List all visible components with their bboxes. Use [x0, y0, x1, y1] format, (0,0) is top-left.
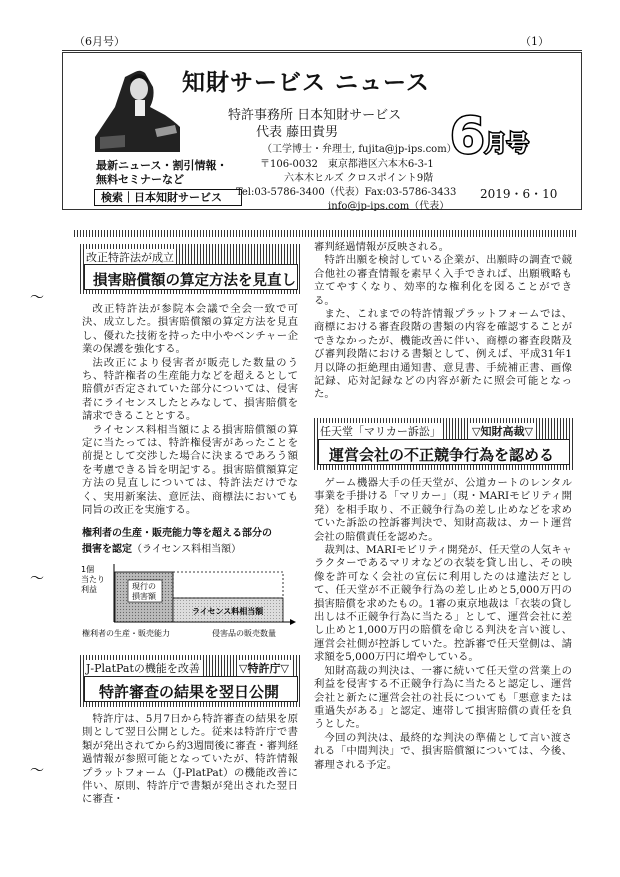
diagram-title-line1: 権利者の生産・販売能力等を超える部分の: [82, 528, 272, 539]
section-divider: [74, 230, 576, 237]
license-fee-label: ライセンス料相当額: [192, 607, 264, 616]
x-axis-arrow: [290, 619, 296, 625]
issue-label: （6月号）: [74, 35, 125, 48]
diagram-title-note: （ライセンス料相当額）: [132, 544, 242, 555]
firm-name: 特許事務所 日本知財サービス: [228, 108, 402, 123]
newsletter-title: 知財サービス ニュース: [182, 70, 430, 96]
margin-mark: 〜: [30, 571, 44, 587]
excess-area-outline: [173, 572, 283, 598]
margin-mark: 〜: [30, 290, 44, 306]
article2-headline-box: [84, 676, 298, 702]
article3-kicker: 任天堂「マリカー訴訟」: [320, 425, 441, 438]
current-damages-label-2: 損害額: [132, 592, 156, 601]
email-address: info@jp-ips.com（代表）: [328, 201, 450, 212]
article1-body: [82, 303, 298, 518]
page-number: （1）: [520, 35, 549, 48]
issue-date: 2019・6・10: [480, 187, 558, 201]
paragraph: 裁判は、MARIモビリティ開発が、任天堂の人気キャラクターであるマリオなどの衣装を貸し出し、その映像を許可なく会社の宣伝に利用したのは違法だとして、任天堂が不正競争行為の差し止めと5,000万円の損害賠償を求めたもの。1審の東京地裁は「衣装の貸し出しは不正競争行為に当たる」として、運営会社に差し止めと1,000万円の賠償を命じる判決を言い渡し、運営会社側が控訴していた。控訴審で任天堂側は、請求額を5,000万円に増やしている。: [314, 544, 572, 664]
paragraph: 今回の判決は、最終的な判決の準備として言い渡される「中間判決」で、損害賠償額については、今後、審理される予定。: [314, 731, 572, 771]
tel-fax: Tel:03-5786-3400（代表）Fax:03-5786-3433: [236, 187, 457, 198]
paragraph: 審判経過情報が反映される。: [314, 241, 450, 253]
credentials: （工学博士・弁理士, fujita@jp-ips.com）: [262, 144, 457, 155]
article3-source: ▽知財高裁▽: [472, 425, 533, 438]
building-address: 六本木ヒルズ クロスポイント9階: [284, 173, 434, 184]
article1-kicker: 改正特許法が成立: [86, 251, 174, 264]
article3-body: [314, 477, 572, 772]
news-promo-line2: 無料セミナーなど: [96, 173, 184, 186]
article2-body: [82, 713, 298, 807]
paragraph: また、これまでの特許情報プラットフォームでは、商標における審査段階の書類の内容を確認することができなかったが、機能改善に伴い、商標の審査段階及び審判段階における書類として、例えば、平成31年1月以降の拒絶理由通知書、意見書、手続補正書、画像記録、応対記録などの内容が新たに照会可能となった。: [314, 308, 572, 401]
diagram-title-line2: [82, 540, 241, 555]
paragraph: 特許出願を検討している企業が、出願時の調査で競合他社の審査情報を素早く入手できれば、出願戦略も立てやすくなり、効率的な権利化を図ることができる。: [314, 254, 572, 307]
article1-headline: 損害賠償額の算定方法を見直し: [93, 272, 296, 289]
article3-headline: 運営会社の不正競争行為を認める: [329, 446, 555, 464]
paragraph: ゲーム機器大手の任天堂が、公道カートのレンタル事業を手掛ける「マリカー」（現・MARIモビリティ開発）を相手取り、不正競争行為の差し止めなどを求めていた訴訟の控訴審判決で、知財高裁は、カート運営会社の賠償責任を認めた。: [314, 477, 572, 543]
representative-name: 代表 藤田貴男: [256, 125, 339, 140]
search-box: 検索｜日本知財サービス: [94, 189, 242, 206]
damages-diagram: [80, 560, 300, 640]
article2-headline: 特許審査の結果を翌日公開: [99, 683, 280, 701]
article3-headline-box: [318, 439, 570, 465]
y-label-3: 利益: [81, 585, 97, 594]
paragraph: 知財高裁の判決は、一審に続いて任天堂の営業上の利益を侵害する不正競争行為に当たると認定し、運営会社と新たに運営会社の社長についても「悪意または重過失がある」と認定、連帯して損害賠償の責任を負うとした。: [314, 664, 572, 731]
article2-source: ▽特許庁▽: [239, 662, 289, 675]
month-badge-text: 6月号: [450, 107, 529, 165]
portrait-photo: [95, 67, 180, 152]
margin-mark: 〜: [30, 763, 44, 779]
top-rule: [62, 50, 582, 51]
y-label-2: 当たり: [81, 575, 105, 584]
current-damages-label-1: 現行の: [132, 582, 156, 591]
paragraph: 特許庁は、5月7日から特許審査の結果を原則として翌日公開とした。従来は特許庁で書類が発出されてから約3週間後に審査・審判経過情報が参照可能となっていたが、特許情報プラットフォーム（J-PlatPat）の機能改善に伴い、原則、特許庁で書類が発出された翌日に審査・: [82, 713, 298, 806]
diagram-title-main: 損害を認定: [82, 544, 132, 555]
article2-continuation: [314, 241, 572, 402]
x-label-sales: 侵害品の販売数量: [212, 629, 276, 638]
paragraph: 改正特許法が参院本会議で全会一致で可決、成立した。損害賠償額の算定方法を見直し、優れた技術を持った中小やベンチャー企業の保護を強化する。: [82, 303, 298, 356]
month-badge: [448, 99, 529, 169]
news-promo-line1: 最新ニュース・割引情報・: [96, 159, 228, 172]
paragraph: 法改正により侵害者が販売した数量のうち、特許権者の生産能力などを超えるとして賠償が否定されていた部分については、侵害者にライセンスしたとみなして、損害賠償を請求できることとする。: [82, 356, 298, 423]
x-label-capacity: 権利者の生産・販売能力: [82, 629, 170, 638]
y-label-1: 1個: [81, 565, 95, 574]
postal-address: 〒106-0032 東京都港区六本木6-3-1: [260, 159, 434, 170]
article1-headline-box: [84, 264, 298, 290]
article2-kicker: J-PlatPatの機能を改善: [86, 662, 200, 675]
paragraph: ライセンス料相当額による損害賠償額の算定に当たっては、特許権侵害があったことを前提として交渉した場合に決まるであろう額を考慮できる旨を明記する。損害賠償額算定方法の見直しについては、特許法だけでなく、実用新案法、意匠法、商標法においても同旨の改正を実施する。: [82, 423, 298, 517]
